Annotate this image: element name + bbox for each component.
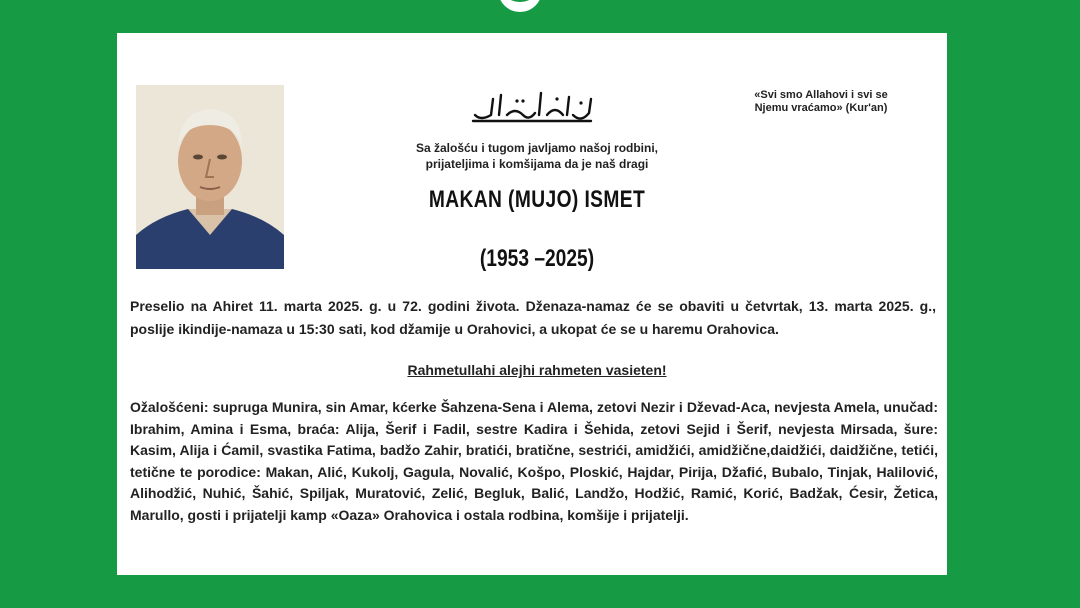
mourners-list: Ožalošćeni: supruga Munira, sin Amar, kćerke Šahzena-Sena i Alema, zetovi Nezir i Dževad-Aca, nevjesta Amela, unučad: Ibrahim, Amina i Esma, braća: Alija, Šerif i Fadil, sestre Kadira i Šehida, zetovi Sejid i Šerif, nevjesta Mirsada, šure: Kasim, Alija i Ćamil, svastika Fatima, badžo Zahir, bratići, bratične, sestrići, amidžići, amidžične,daidžići, daidžične, tetići, tetične te porodice: Makan, Alić, Kukolj, Gagula, Novalić, Košpo, Ploskić, Hajdar, Pirija, Džafić, Bubalo, Tinjak, Halilović, Alihodžić, Nuhić, Šahić, Spiljak, Muratović, Zelić, Begluk, Balić, Landžo, Hodžić, Ramić, Korić, Badžak, Ćesir, Žetica, Marullo, gosti i prijatelji kamp «Oaza» Orahovica i ostala rodbina, komšije i prijatelji.	[130, 399, 938, 523]
funeral-announcement: Preselio na Ahiret 11. marta 2025. g. u 72. godini života. Dženaza-namaz će se obaviti u četvrtak, 13. marta 2025. g., poslije ikindije-namaza u 15:30 sati, kod džamije u Orahovici, a ukopat će se u haremu Orahovica.	[130, 298, 936, 337]
arabic-calligraphy-icon	[467, 85, 597, 127]
deceased-years: (1953 –2025)	[479, 245, 595, 272]
obituary-card	[117, 33, 947, 575]
quran-quote	[709, 89, 933, 115]
crescent-icon	[490, 0, 550, 18]
prayer-line: Rahmetullahi alejhi rahmeten vasieten!	[407, 362, 667, 378]
intro-text	[327, 140, 747, 172]
quran-quote-line-2: Njemu vraćamo» (Kur'an)	[754, 102, 888, 114]
quran-quote-line-1: «Svi smo Allahovi i svi se	[754, 89, 888, 101]
intro-line-1: Sa žalošću i tugom javljamo našoj rodbini,	[415, 141, 659, 155]
deceased-name: MAKAN (MUJO) ISMET	[428, 186, 646, 213]
deceased-photo	[136, 85, 284, 269]
intro-line-2: prijateljima i komšijama da je naš dragi	[425, 157, 649, 171]
